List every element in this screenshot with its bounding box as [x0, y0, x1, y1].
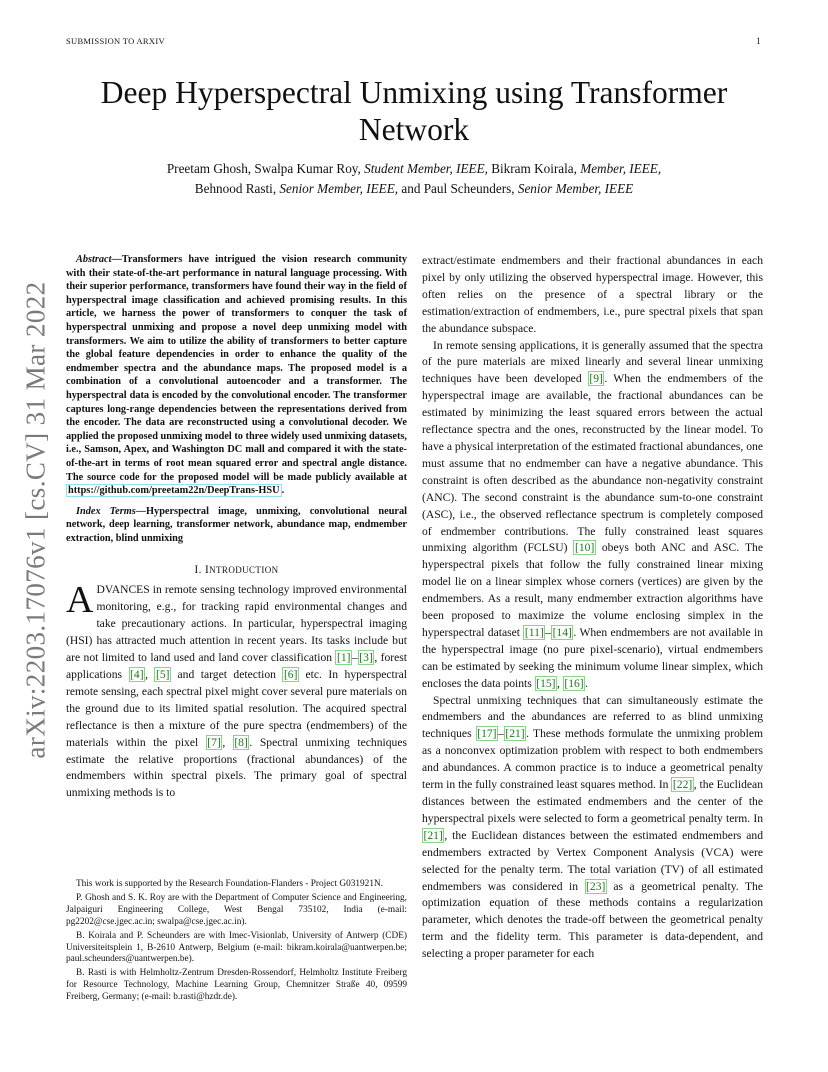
text: . When endmembers are not available in the hyperspectral image (no pure pixel-scenario), virtual endmembers can be estimated by seeking the minimum volume linear simplex, which encloses the data points: [422, 625, 764, 690]
citation-link[interactable]: [5]: [155, 668, 170, 681]
author-role: Senior Member, IEEE,: [279, 181, 399, 196]
citation-link[interactable]: [9]: [589, 372, 603, 386]
source-code-link[interactable]: https://github.com/preetam22n/DeepTrans-HSU: [68, 485, 280, 497]
text: . These methods formulate the unmixing problem as a nonconvex optimization problem with respect to both endmembers and abundances. A common practice is to induce a geometrical penalty term in the fully constrained least squares method. In: [422, 727, 763, 792]
citation-link[interactable]: [11]: [524, 625, 544, 639]
text: , the Euclidean distances between the estimated endmembers and endmembers extracted by Vertex Component Analysis (VCA) were selected for the penalty term. The total variation (TV) of all estimated endmembers was considered in: [422, 828, 763, 893]
author-text: and Paul Scheunders,: [398, 181, 518, 196]
running-head: SUBMISSION TO ARXIV: [66, 36, 165, 46]
index-terms-text: —Hyperspectral image, unmixing, convolutional neural network, deep learning, transformer network, abundance map, endmember extraction, blind unmixing: [66, 505, 407, 544]
author-line-2: [70, 179, 758, 199]
author-role: Student Member, IEEE,: [364, 161, 488, 176]
citation-link[interactable]: [17]: [477, 727, 497, 741]
left-column: [66, 253, 407, 802]
text: . When the endmembers of the hyperspectral image are available, the fractional abundances can be estimated by minimizing the least squared errors between the actual reflectance spectra and the ones, reconstructed by the linear model. To have a physical interpretation of the estimated fractional abundances, one must assume that no endmember can have a negative abundance. This constraint is often described as the abundance non-negativity constraint (ANC). The second constraint is the abundance sum-to-one constraint (ASC), i.e., the observed reflectance spectrum is completely composed of endmember contributions. The fully constrained least squares unmixing algorithm (FCLSU): [422, 372, 763, 555]
section-heading-introduction: [66, 564, 407, 576]
author-role: Member, IEEE,: [580, 161, 662, 176]
citation-link[interactable]: [21]: [505, 727, 525, 741]
body-paragraph: extract/estimate endmembers and their fractional abundances in each pixel by only utilizing the observed hyperspectral image. However, this often relies on the presence of a spectral library or the estimation/extraction of endmembers, i.e., pure spectral pixels that span the abundance subspace.: [422, 254, 763, 335]
abstract-end: .: [281, 485, 285, 497]
author-text: Behnood Rasti,: [194, 181, 280, 196]
citation-link[interactable]: [1]: [336, 651, 351, 665]
citation-link[interactable]: [22]: [672, 778, 693, 792]
citation-link[interactable]: [15]: [536, 676, 556, 690]
footnotes: [66, 879, 407, 1006]
author-line-1: [70, 159, 758, 179]
section-first-letter: I: [204, 564, 210, 577]
body-paragraph: [422, 338, 763, 693]
text: In remote sensing applications, it is generally assumed that the spectra of the pure materials are mixed linearly and several linear unmixing techniques have been developed: [422, 338, 763, 386]
text: as a geometrical penalty. The optimization equation of these methods contains a regularization parameter, which denotes the trade-off between the geometrical penalty term and the fidelity term. This parameter is data-dependent, and selecting a proper parameter for each: [422, 879, 763, 961]
text: obeys both ANC and ASC. The hyperspectral pixels that follow the fully constrained linear mixing model lie on a linear simplex whose corners (vertices) are given by the endmembers. As a result, many endmember extraction algorithms have been proposed to maximize the volume enclosing simplex in the hyperspectral dataset: [422, 541, 763, 639]
text: , forest applications: [66, 651, 407, 681]
drop-cap: A: [66, 579, 94, 622]
index-terms: [66, 505, 407, 546]
intro-paragraph: [66, 579, 407, 802]
text: –: [498, 727, 504, 741]
citation-link[interactable]: [3]: [359, 651, 373, 665]
footnote-affiliation: B. Koirala and P. Scheunders are with Imec-Visionlab, University of Antwerp (CDE) Universiteitsplein 1, B-2610 Antwerp, Belgium (e-mail: bikram.koirala@uantwerpen.be; paul.scheunders@uantwerpen.be).: [66, 930, 407, 965]
text: DVANCES in remote sensing technology improved environmental monitoring, e.g., for tracking rapid environmental changes and take precautionary actions. In particular, hyperspectral imaging (HSI) has attracted much attention in recent years. Its tasks include but are not limited to land used and land cover classification: [66, 583, 407, 665]
author-role: Senior Member, IEEE: [517, 181, 634, 196]
text: etc. In hyperspectral remote sensing, each spectral pixel might cover several pure materials on the ground due to its limited spatial resolution. The acquired spectral reflectance is then a mixture of the pure spectra (endmembers) of the materials within the pixel: [66, 668, 407, 749]
right-column: [422, 253, 763, 963]
section-title-rest: NTRODUCTION: [209, 565, 279, 576]
text: and target detection: [171, 668, 283, 681]
footnote-affiliation: P. Ghosh and S. K. Roy are with the Department of Computer Science and Engineering, Jalpaiguri Engineering College, West Bengal 735102, India (e-mail: pg2202@cse.jgec.ac.in; swalpa@cse.jgec.ac.in).: [66, 892, 407, 927]
text: ,: [557, 676, 563, 690]
index-terms-label: Index Terms: [76, 505, 136, 517]
citation-link[interactable]: [6]: [283, 668, 298, 681]
arxiv-stamp-text: arXiv:2203.17076v1 [cs.CV] 31 Mar 2022: [20, 281, 51, 759]
citation-link[interactable]: [21]: [423, 828, 443, 842]
text: .: [585, 676, 589, 690]
citation-link[interactable]: [10]: [574, 541, 595, 555]
text: Spectral unmixing techniques that can simultaneously estimate the endmembers and the abundances are referred to as blind unmixing techniques: [422, 693, 763, 741]
text: –: [545, 625, 552, 639]
citation-link[interactable]: [14]: [552, 625, 572, 639]
author-text: Preetam Ghosh, Swalpa Kumar Roy,: [166, 161, 365, 176]
text: , the Euclidean distances between the estimated endmembers and the center of the hyperspectral pixels were selected to form a geometrical penalty term. In: [422, 778, 763, 825]
citation-link[interactable]: [4]: [130, 668, 144, 681]
paper-title: Deep Hyperspectral Unmixing using Transformer Network: [100, 75, 728, 147]
footnote-funding: This work is supported by the Research Foundation-Flanders - Project G031921N.: [76, 879, 384, 889]
author-text: Bikram Koirala,: [487, 161, 581, 176]
citation-link[interactable]: [7]: [207, 735, 221, 749]
author-list: [70, 159, 758, 199]
footnote-affiliation: B. Rasti is with Helmholtz-Zentrum Dresden-Rossendorf, Helmholtz Institute Freiberg for Resource Technology, Machine Learning Group, Chemnitzer Straße 40, 09599 Freiberg, Germany; (e-mail: b.rasti@hzdr.de).: [66, 968, 407, 1003]
citation-link[interactable]: [16]: [564, 676, 584, 690]
abstract-label: Abstract: [76, 254, 112, 265]
citation-link[interactable]: [8]: [234, 735, 248, 749]
text: ,: [222, 735, 233, 749]
arxiv-identifier-stamp[interactable]: [16, 280, 56, 760]
section-numeral: I.: [194, 564, 205, 577]
page-number: 1: [756, 36, 761, 46]
text: . Spectral unmixing techniques estimate the relative proportions (fractional abundances) of the endmembers within spectral pixels. The primary goal of spectral unmixing methods is to: [66, 735, 407, 800]
text: ,: [145, 668, 155, 681]
citation-link[interactable]: [23]: [586, 879, 606, 893]
abstract: [66, 253, 407, 498]
abstract-text: —Transformers have intrigued the vision research community with their state-of-the-art performance in natural language processing. With their superior performance, transformers have found their way in the field of hyperspectral image classification and achieved promising results. In this article, we harness the power of transformers to conquer the task of hyperspectral unmixing and propose a novel deep unmixing model with transformers. We aim to utilize the ability of transformers to better capture the global feature dependencies in order to enhance the quality of the endmember spectra and the abundance maps. The proposed model is a combination of a convolutional autoencoder and a transformer. The hyperspectral data is encoded by the convolutional encoder. The transformer captures long-range dependencies between the representations derived from the encoder. The data are reconstructed using a convolutional decoder. We applied the proposed unmixing model to three widely used unmixing datasets, i.e., Samson, Apex, and Washington DC mall and compared it with the state-of-the-art in terms of root mean squared error and spectral angle distance. The source code for the proposed model will be made publicly available at: [66, 254, 407, 483]
text: –: [351, 651, 358, 665]
body-paragraph: [422, 693, 763, 964]
